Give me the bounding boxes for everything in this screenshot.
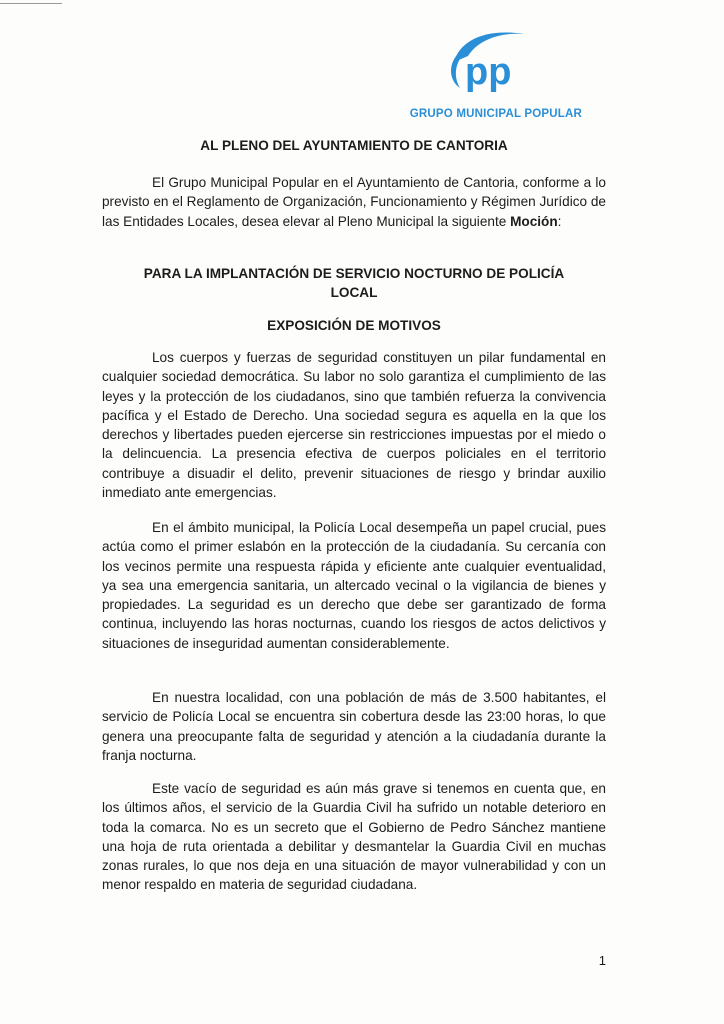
section-title: EXPOSICIÓN DE MOTIVOS bbox=[267, 318, 441, 333]
body-paragraph-2: En el ámbito municipal, la Policía Local desempeña un papel crucial, pues actúa como el primer eslabón en la protección de la ciudadanía. Su cercanía con los vecinos permite una respuesta rápida y eficiente ante cualquier eventualidad, ya sea una emergencia sanitaria, un altercado vecinal o la vigilancia de bienes y propiedades. La seguridad es un derecho que debe ser garantizado de forma continua, incluyendo las horas nocturnas, cuando los riesgos de actos delictivos y situaciones de inseguridad aumentan considerablemente. bbox=[102, 520, 606, 651]
pp-party-logo-icon bbox=[438, 22, 530, 92]
page-number: 1 bbox=[598, 953, 606, 968]
motion-title: PARA LA IMPLANTACIÓN DE SERVICIO NOCTURNO DE POLICÍA LOCAL bbox=[143, 266, 565, 300]
intro-paragraph bbox=[102, 173, 606, 231]
group-name: GRUPO MUNICIPAL POPULAR bbox=[409, 108, 582, 120]
body-paragraph-3: En nuestra localidad, con una población de más de 3.500 habitantes, el servicio de Policía Local se encuentra sin cobertura desde las 23:00 horas, lo que genera una preocupante falta de seguridad y atención a la ciudadanía durante la franja nocturna. bbox=[102, 690, 606, 763]
logo-letters: pp bbox=[465, 51, 512, 92]
motion-term: Moción bbox=[510, 213, 558, 229]
body-paragraph-1: Los cuerpos y fuerzas de seguridad constituyen un pilar fundamental en cualquier sociedad democrática. Su labor no solo garantiza el cumplimiento de las leyes y la protección de los ciudadanos, sino que también refuerza la convivencia pacífica y el Estado de Derecho. Una sociedad segura es aquella en la que los derechos y libertades pueden ejercerse sin restricciones impuestas por el miedo o la delincuencia. La presencia efectiva de cuerpos policiales en el territorio contribuye a disuadir el delito, prevenir situaciones de riesgo y brindar auxilio inmediato ante emergencias. bbox=[102, 350, 606, 501]
intro-text: El Grupo Municipal Popular en el Ayuntamiento de Cantoria, conforme a lo previsto en el Reglamento de Organización, Funcionamiento y Régimen Jurídico de las Entidades Locales, desea elevar al Pleno Municipal la siguiente bbox=[102, 175, 606, 229]
body-paragraph-4: Este vacío de seguridad es aún más grave si tenemos en cuenta que, en los últimos años, el servicio de la Guardia Civil ha sufrido un notable deterioro en toda la comarca. No es un secreto que el Gobierno de Pedro Sánchez mantiene una hoja de ruta orientada a debilitar y desmantelar la Guardia Civil en muchas zonas rurales, lo que nos deja en una situación de mayor vulnerabilidad y con un menor respaldo en materia de seguridad ciudadana. bbox=[102, 781, 606, 893]
addressee-heading: AL PLENO DEL AYUNTAMIENTO DE CANTORIA bbox=[200, 138, 508, 153]
scan-edge-line bbox=[0, 3, 62, 4]
intro-suffix: : bbox=[557, 213, 562, 229]
